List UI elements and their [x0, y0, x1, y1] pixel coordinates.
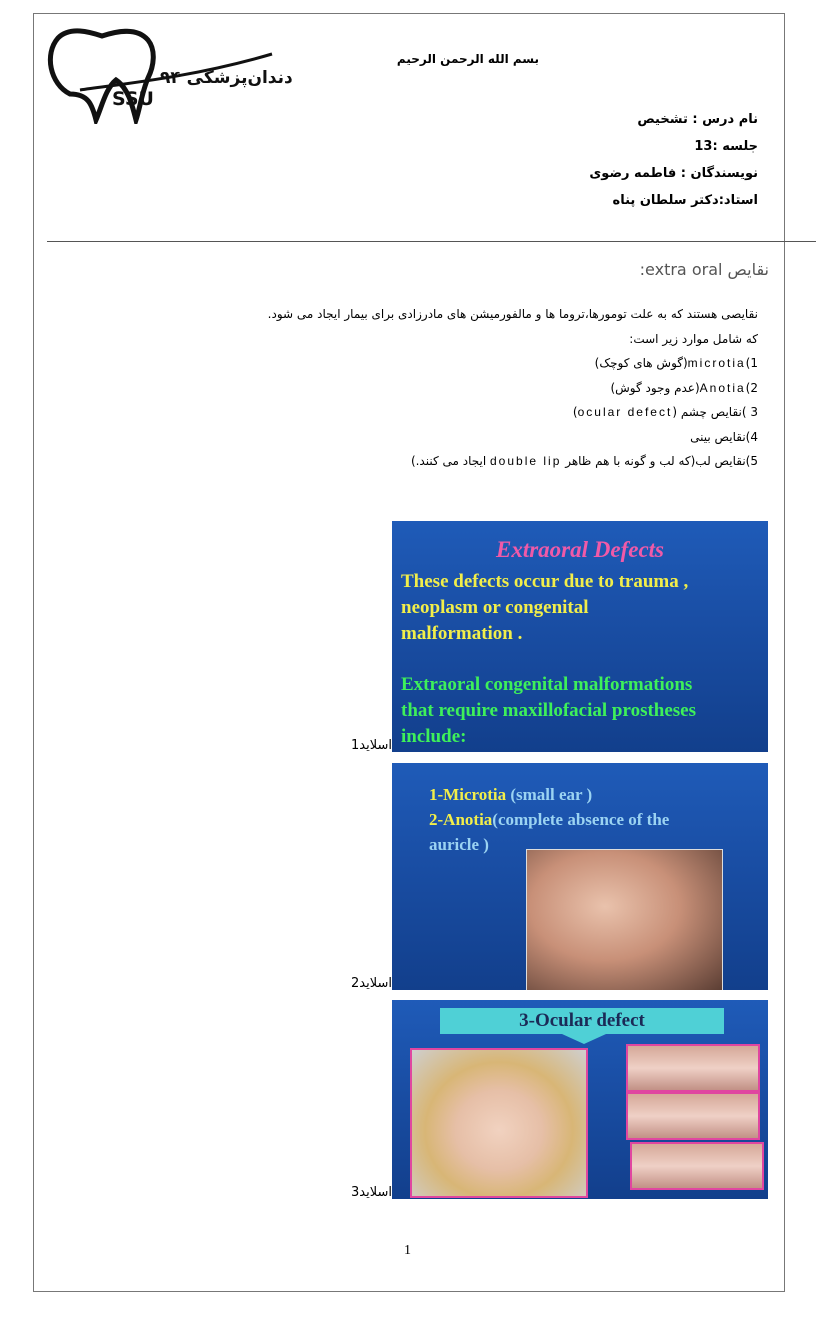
slide-caption: اسلاید1 [351, 738, 392, 753]
list-item: 3 )نقایص چشم (ocular defect) [572, 405, 758, 419]
slide-line: auricle ) [429, 835, 489, 854]
slide-extraoral-defects [392, 521, 768, 752]
section-title: نقایص extra oral: [639, 260, 769, 279]
authors: نویسندگان : فاطمه رضوی [589, 166, 758, 181]
slide-title: Extraoral Defects [495, 537, 664, 562]
slide-body [401, 569, 688, 647]
slide-line: These defects occur due to trauma , [401, 571, 689, 592]
slide-line: neoplasm or congenital [401, 597, 589, 618]
slide-line: Extraoral congenital malformations [401, 674, 693, 695]
session-number: جلسه :13 [694, 139, 758, 154]
list-item: 5)نقایص لب(که لب و گونه با هم ظاهر double lip ایجاد می کنند.) [410, 454, 758, 468]
slide-line: include: [401, 726, 467, 747]
eye-photo [630, 1142, 764, 1190]
slide-line: malformation . [401, 623, 523, 644]
eye-photo [626, 1044, 760, 1092]
slide-line: 1-Microtia (small ear ) [429, 785, 593, 804]
intro-paragraph: نقایصی هستند که به علت تومورها،تروما ها و مالفورمیشن های مادرزادی برای بیمار ایجاد می شود. [267, 307, 758, 321]
eye-photo [626, 1092, 760, 1140]
slide-line: that require maxillofacial prostheses [401, 700, 697, 721]
page-number: 1 [404, 1243, 411, 1258]
body-text [268, 302, 758, 474]
slide-microtia-anotia [392, 763, 768, 990]
arrow-down-icon [562, 1034, 606, 1044]
slide-ocular-defect [392, 1000, 768, 1199]
basmala: بسم الله الرحمن الرحیم [396, 52, 539, 66]
header-info [589, 106, 758, 214]
slide-caption: اسلاید2 [351, 976, 392, 991]
slide-caption: اسلاید3 [351, 1185, 392, 1200]
course-name: نام درس : تشخیص [637, 112, 758, 127]
slide-banner: 3-Ocular defect [440, 1008, 724, 1034]
instructor: استاد:دکتر سلطان پناه [612, 193, 758, 208]
logo-abbreviation: SSU [112, 88, 154, 110]
ear-photo [526, 849, 723, 990]
list-item: 1)microtia(گوش های کوچک) [594, 356, 758, 370]
slide-line: 2-Anotia(complete absence of the [429, 810, 670, 829]
logo-text: دندان‌پزشکی ۹۴ [160, 68, 293, 88]
header-divider [47, 241, 816, 242]
face-photo [410, 1048, 588, 1198]
university-logo [40, 24, 293, 124]
list-item: 4)نقایص بینی [690, 429, 758, 444]
list-item: 2)Anotia(عدم وجود گوش) [610, 380, 758, 395]
includes-line: که شامل موارد زیر است: [629, 331, 758, 346]
slide-body-secondary [401, 672, 696, 750]
